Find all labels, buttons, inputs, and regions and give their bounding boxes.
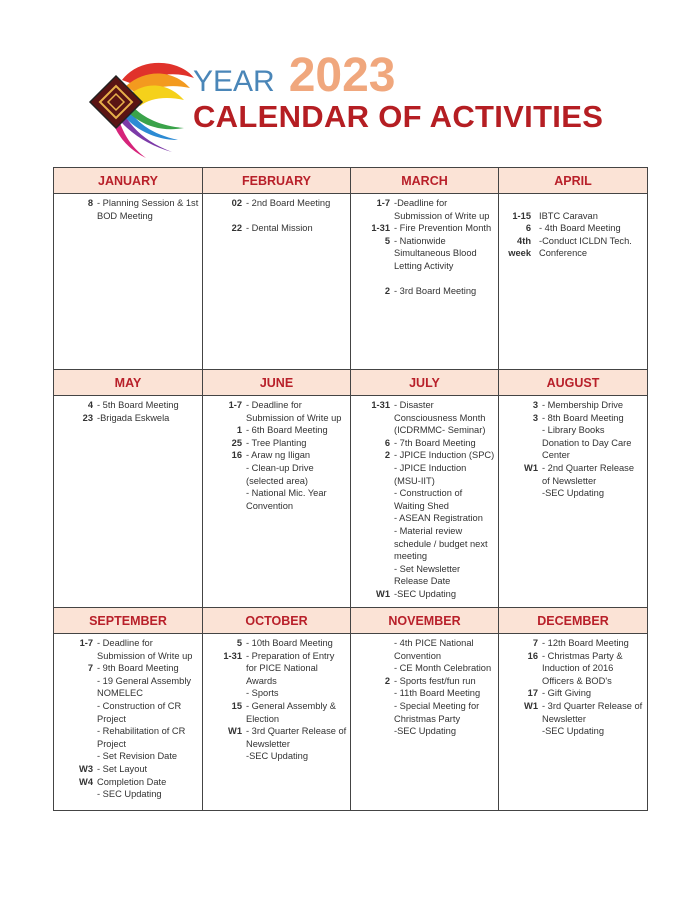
month-header: AUGUST xyxy=(499,370,648,396)
activity-text: - 4th PICE National Convention xyxy=(394,638,474,661)
activity-date: 1-31 xyxy=(223,650,242,661)
activity-text: - 10th Board Meeting xyxy=(246,638,333,648)
activity-item xyxy=(54,399,202,412)
activity-text: - 12th Board Meeting xyxy=(542,638,629,648)
month-cell xyxy=(351,634,499,811)
month-cell xyxy=(203,634,351,811)
activity-item xyxy=(351,449,498,462)
activity-date xyxy=(203,487,246,512)
activity-item xyxy=(203,222,350,235)
activity-date: 1-31 xyxy=(371,223,390,234)
year-word: YEAR xyxy=(193,65,275,98)
activity-item xyxy=(54,750,202,763)
month-header: MAY xyxy=(54,370,203,396)
activity-date: 02 xyxy=(231,198,242,208)
activity-text: - ASEAN Registration xyxy=(394,513,483,524)
activity-text: - 8th Board Meeting xyxy=(542,412,624,423)
activity-date: 5 xyxy=(384,235,390,246)
activity-date: 16 xyxy=(527,650,538,661)
month-cell xyxy=(54,634,203,811)
activity-item xyxy=(203,687,350,700)
activity-item xyxy=(351,462,498,487)
activity-text: - Set Newsletter Release Date xyxy=(394,563,461,587)
activity-text: - Set Revision Date xyxy=(97,751,178,762)
activity-date: 7 xyxy=(87,663,93,674)
month-header-row xyxy=(54,370,648,396)
activity-date xyxy=(351,662,394,675)
activity-item xyxy=(351,588,498,601)
activity-date xyxy=(203,687,246,700)
activity-text: - 6th Board Meeting xyxy=(246,425,328,436)
activity-item xyxy=(203,462,350,487)
activity-text: - Dental Mission xyxy=(246,223,313,234)
activity-item xyxy=(351,235,498,273)
activity-date: 2 xyxy=(384,286,390,297)
month-cell xyxy=(203,194,351,370)
activity-text: -Deadline for Submission of Write up xyxy=(394,198,490,221)
activity-text: - Construction of Waiting Shed xyxy=(394,488,463,511)
activity-item xyxy=(203,750,350,763)
activity-item xyxy=(203,437,350,450)
activity-date xyxy=(499,487,542,500)
activity-text: - 3rd Quarter Release of Newsletter xyxy=(542,700,643,724)
year-number: 2023 xyxy=(288,49,396,102)
activity-item xyxy=(351,399,498,437)
activity-text: -SEC Updating xyxy=(246,751,309,762)
activity-text: - Rehabilitation of CR Project xyxy=(97,726,186,749)
activity-item xyxy=(203,725,350,750)
month-cell xyxy=(203,396,351,608)
activity-text: - Christmas Party & Induction of 2016 Officers & BOD's xyxy=(542,650,623,686)
activity-text: - Tree Planting xyxy=(246,437,307,448)
activity-date: 2 xyxy=(384,675,390,686)
activity-item xyxy=(499,222,647,235)
activity-item xyxy=(351,437,498,450)
activity-text: - Disaster Consciousness Month (ICDRMMC- Seminar) xyxy=(394,400,486,436)
activity-item xyxy=(203,449,350,462)
page-title: CALENDAR OF ACTIVITIES xyxy=(193,99,604,134)
activity-text: - Set Layout xyxy=(97,763,148,774)
activity-date xyxy=(351,563,394,588)
activity-date xyxy=(351,512,394,525)
activity-date: 1-7 xyxy=(79,638,93,648)
activity-text: Completion Date xyxy=(97,776,167,787)
activity-date xyxy=(203,462,246,487)
month-header: DECEMBER xyxy=(499,608,648,634)
activity-item xyxy=(499,210,647,223)
activity-item xyxy=(351,662,498,675)
month-header-row xyxy=(54,608,648,634)
activity-text: - Deadline for Submission of Write up xyxy=(246,400,342,423)
title-year xyxy=(193,49,396,102)
activity-date: 5 xyxy=(236,638,242,648)
activity-item xyxy=(54,675,202,700)
activity-item xyxy=(203,487,350,512)
activity-date: 15 xyxy=(231,700,242,711)
month-header: JANUARY xyxy=(54,168,203,194)
activity-item xyxy=(499,725,647,738)
activity-text: - National Mic. Year Convention xyxy=(246,488,327,511)
activity-text: - 3rd Quarter Release of Newsletter xyxy=(246,726,347,749)
activity-date xyxy=(351,525,394,563)
activity-item xyxy=(351,637,498,662)
activity-text: - 2nd Board Meeting xyxy=(246,198,331,208)
activity-date: 3 xyxy=(532,412,538,423)
activity-item xyxy=(54,197,202,222)
organization-logo xyxy=(86,50,196,160)
activity-text: - Library Books Donation to Day Care Center xyxy=(542,425,632,461)
activity-date: 6 xyxy=(525,223,531,234)
activity-text: - Araw ng Iligan xyxy=(246,450,311,461)
activity-text: IBTC Caravan xyxy=(539,210,598,221)
activity-item xyxy=(54,763,202,776)
activity-date xyxy=(351,700,394,725)
month-content-row xyxy=(54,634,648,811)
activity-text: - 2nd Quarter Release of Newsletter xyxy=(542,462,634,486)
activity-item xyxy=(351,487,498,512)
activity-date: 4 xyxy=(87,400,93,410)
activity-text: -Conduct ICLDN Tech. Conference xyxy=(539,235,632,259)
activity-text: - 11th Board Meeting xyxy=(394,688,481,699)
activity-date: 8 xyxy=(87,198,93,208)
activity-date: 7 xyxy=(532,638,538,648)
activity-text: - Construction of CR Project xyxy=(97,700,182,724)
activity-date: 1-31 xyxy=(371,400,390,410)
activity-text: - 9th Board Meeting xyxy=(97,663,179,674)
activity-text: - 19 General Assembly NOMELEC xyxy=(97,675,192,699)
activity-item xyxy=(54,725,202,750)
activity-item xyxy=(203,637,350,650)
month-cell xyxy=(54,194,203,370)
activity-date: 1-7 xyxy=(376,198,390,208)
activity-item xyxy=(203,210,350,223)
activity-item xyxy=(499,424,647,462)
activity-item xyxy=(203,399,350,424)
activity-date xyxy=(351,487,394,512)
month-cell xyxy=(499,396,648,608)
activity-item xyxy=(351,285,498,298)
activity-text: - Sports xyxy=(246,688,279,699)
month-header: MARCH xyxy=(351,168,499,194)
activity-text: - SEC Updating xyxy=(97,789,162,800)
activity-text: - Clean-up Drive (selected area) xyxy=(246,462,314,486)
activity-date: 25 xyxy=(231,437,242,448)
activity-item xyxy=(203,700,350,725)
activity-date: 16 xyxy=(231,450,242,461)
month-header: JUNE xyxy=(203,370,351,396)
activity-date: W1 xyxy=(228,726,242,737)
activity-item xyxy=(351,273,498,286)
activity-item xyxy=(351,725,498,738)
activity-item xyxy=(54,788,202,801)
activity-date: W3 xyxy=(79,763,93,774)
activity-item xyxy=(351,525,498,563)
activity-item xyxy=(351,512,498,525)
activity-date: 1-15 xyxy=(512,210,531,221)
activity-text: - Special Meeting for Christmas Party xyxy=(394,700,480,724)
month-content-row xyxy=(54,194,648,370)
activity-date xyxy=(499,424,542,462)
activity-text: -Brigada Eskwela xyxy=(97,412,170,423)
activity-date xyxy=(203,750,246,763)
activity-item xyxy=(351,687,498,700)
activity-date xyxy=(351,462,394,487)
activity-item xyxy=(54,662,202,675)
activity-date: 4th week xyxy=(508,235,531,259)
activity-item xyxy=(499,399,647,412)
activity-item xyxy=(351,222,498,235)
month-header: JULY xyxy=(351,370,499,396)
month-header: SEPTEMBER xyxy=(54,608,203,634)
month-header: APRIL xyxy=(499,168,648,194)
activity-date: 1-7 xyxy=(228,400,242,410)
activity-date xyxy=(54,700,97,725)
month-header: FEBRUARY xyxy=(203,168,351,194)
activity-item xyxy=(54,637,202,662)
activity-item xyxy=(499,462,647,487)
activity-text: -SEC Updating xyxy=(394,588,457,599)
activity-text: - Gift Giving xyxy=(542,688,592,699)
activity-item xyxy=(54,412,202,425)
activity-item xyxy=(499,700,647,725)
activity-item xyxy=(351,197,498,222)
month-cell xyxy=(351,194,499,370)
activity-text: - Nationwide Simultaneous Blood Letting Activity xyxy=(394,235,477,271)
month-cell xyxy=(54,396,203,608)
activity-text: - Material review schedule / budget next meeting xyxy=(394,525,488,562)
activity-item xyxy=(499,412,647,425)
activity-text: - 5th Board Meeting xyxy=(97,400,179,410)
activity-date xyxy=(351,725,394,738)
activity-date: W1 xyxy=(524,462,538,473)
activity-date: W1 xyxy=(376,588,390,599)
activity-date: 17 xyxy=(527,688,538,699)
activity-date xyxy=(499,725,542,738)
activity-item xyxy=(499,650,647,688)
activity-item xyxy=(351,563,498,588)
activity-text: - Sports fest/fun run xyxy=(394,675,476,686)
activity-text: -SEC Updating xyxy=(542,488,605,499)
activity-date: 2 xyxy=(384,450,390,461)
activity-item xyxy=(351,675,498,688)
activity-date: W4 xyxy=(79,776,93,787)
activity-date: 3 xyxy=(532,400,538,410)
activity-text: - 7th Board Meeting xyxy=(394,437,476,448)
activity-date xyxy=(351,687,394,700)
activity-item xyxy=(499,487,647,500)
activity-text: - 3rd Board Meeting xyxy=(394,286,477,297)
activity-item xyxy=(499,687,647,700)
month-header-row xyxy=(54,168,648,194)
activity-text: - Preparation of Entry for PICE National Awards xyxy=(246,650,335,686)
activity-text: - CE Month Celebration xyxy=(394,663,492,674)
activity-item xyxy=(203,197,350,210)
activity-date: W1 xyxy=(524,700,538,711)
activity-text: -SEC Updating xyxy=(542,726,605,737)
activity-text: - JPICE Induction (MSU-IIT) xyxy=(394,462,467,486)
calendar-table xyxy=(53,167,648,811)
activity-text: - JPICE Induction (SPC) xyxy=(394,450,495,461)
activity-item xyxy=(499,637,647,650)
activity-date xyxy=(351,637,394,662)
activity-date xyxy=(54,675,97,700)
activity-text: - 4th Board Meeting xyxy=(539,223,621,234)
activity-text: -SEC Updating xyxy=(394,726,457,737)
activity-item xyxy=(351,700,498,725)
month-content-row xyxy=(54,396,648,608)
activity-item xyxy=(203,424,350,437)
activity-text: - Fire Prevention Month xyxy=(394,223,492,234)
month-header: OCTOBER xyxy=(203,608,351,634)
activity-date xyxy=(54,788,97,801)
activity-item xyxy=(499,235,647,260)
month-cell xyxy=(499,634,648,811)
activity-item xyxy=(54,776,202,789)
activity-item xyxy=(203,650,350,688)
activity-date xyxy=(54,750,97,763)
activity-text: - Membership Drive xyxy=(542,400,624,410)
month-cell xyxy=(351,396,499,608)
activity-text: - General Assembly & Election xyxy=(246,700,336,724)
activity-date xyxy=(54,725,97,750)
activity-date: 6 xyxy=(384,437,390,448)
activity-item xyxy=(499,197,647,210)
activity-text: - Planning Session & 1st BOD Meeting xyxy=(97,198,199,221)
activity-text: - Deadline for Submission of Write up xyxy=(97,638,193,661)
activity-date: 23 xyxy=(82,412,93,423)
activity-item xyxy=(54,700,202,725)
activity-date: 22 xyxy=(231,223,242,234)
activity-date: 1 xyxy=(236,425,242,436)
month-header: NOVEMBER xyxy=(351,608,499,634)
month-cell xyxy=(499,194,648,370)
